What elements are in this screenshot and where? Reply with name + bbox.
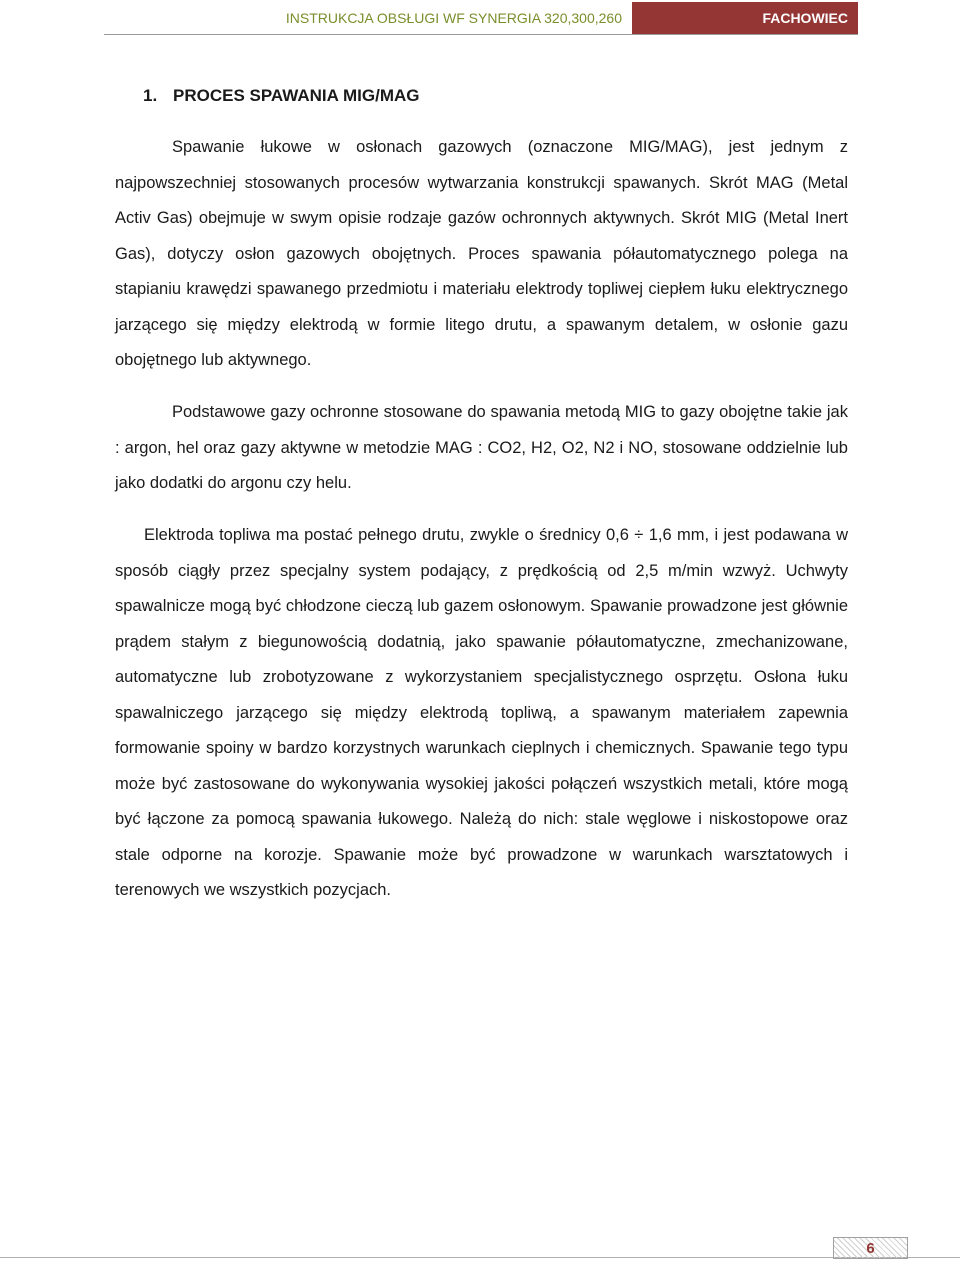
brand-label: FACHOWIEC xyxy=(632,2,858,34)
page-number: 6 xyxy=(866,1240,875,1257)
paragraph-3 xyxy=(115,518,848,909)
paragraph-1-text: Spawanie łukowe w osłonach gazowych (oznaczone MIG/MAG), jest jednym z najpowszechniej stosowanych procesów wytwarzania konstrukcji spawanych. Skrót MAG (Metal Activ Gas) obejmuje w swym opisie rodzaje gazów ochronnych aktywnych. Skrót MIG (Metal Inert Gas), dotyczy osłon gazowych obojętnych. Proces spawania półautomatycznego polega na stapianiu krawędzi spawanego przedmiotu i materiału elektrody topliwej ciepłem łuku elektrycznego jarzącego się między elektrodą w formie litego drutu, a spawanym detalem, w osłonie gazu obojętnego lub aktywnego. xyxy=(115,138,848,369)
paragraph-2 xyxy=(115,395,848,502)
paragraph-3-text: Elektroda topliwa ma postać pełnego drutu, zwykle o średnicy 0,6 ÷ 1,6 mm, i jest podawana w sposób ciągły przez specjalny system podający, z prędkością od 2,5 m/min wzwyż. Uchwyty spawalnicze mogą być chłodzone cieczą lub gazem osłonowym. Spawanie prowadzone jest głównie prądem stałym z biegunowością dodatnią, jako spawanie półautomatyczne, zmechanizowane, automatyczne lub zrobotyzowane z wykorzystaniem specjalistycznego osprzętu. Osłona łuku spawalniczego jarzącego się między elektrodą topliwą, a spawanym materiałem zapewnia formowanie spoiny w bardzo korzystnych warunkach cieplnych i chemicznych. Spawanie tego typu może być zastosowane do wykonywania wysokiej jakości połączeń wszystkich metali, które mogą być łączone za pomocą spawania łukowego. Należą do nich: stale węglowe i niskostopowe oraz stale odporne na korozje. Spawanie może być prowadzone w warunkach warsztatowych i terenowych we wszystkich pozycjach. xyxy=(115,526,848,899)
paragraph-2-text: Podstawowe gazy ochronne stosowane do spawania metodą MIG to gazy obojętne takie jak : argon, hel oraz gazy aktywne w metodzie MAG : CO2, H2, O2, N2 i NO, stosowane oddzielnie lub jako dodatki do argonu czy helu. xyxy=(115,403,848,492)
page-number-box xyxy=(833,1237,908,1259)
section-number: 1. xyxy=(143,86,158,105)
section-heading xyxy=(143,86,420,106)
document-title: INSTRUKCJA OBSŁUGI WF SYNERGIA 320,300,260 xyxy=(285,10,622,26)
footer-divider xyxy=(0,1257,960,1258)
page-header xyxy=(104,2,858,35)
paragraph-1 xyxy=(115,130,848,379)
section-title: PROCES SPAWANIA MIG/MAG xyxy=(173,86,420,105)
